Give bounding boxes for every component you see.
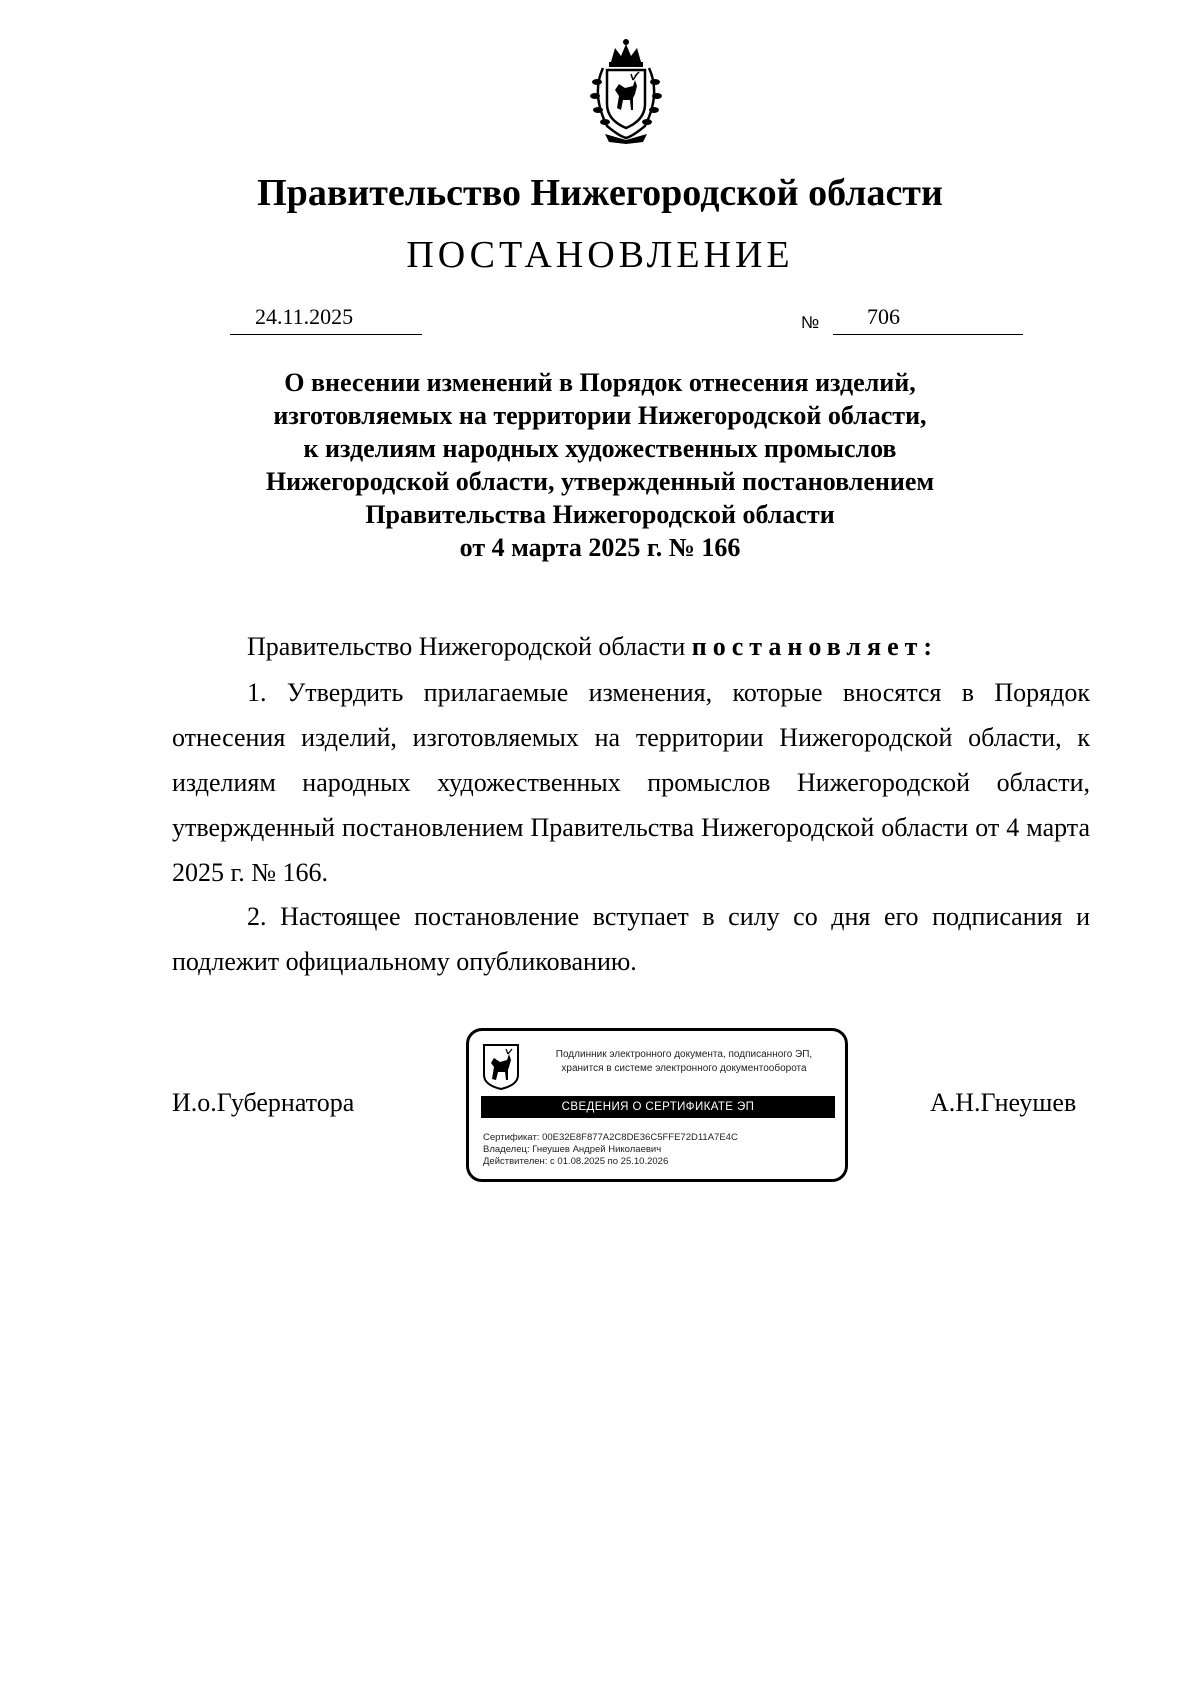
signer-position: И.о.Губернатора — [172, 1088, 355, 1117]
stamp-note-line: Подлинник электронного документа, подписанного ЭП, — [555, 1049, 813, 1060]
number-field — [833, 304, 1023, 335]
decree-keyword: постановляет: — [691, 632, 939, 661]
stamp-note — [539, 1048, 829, 1076]
organization-title: Правительство Нижегородской области — [257, 172, 943, 214]
deer-emblem-icon — [482, 1043, 520, 1091]
subject-line: от 4 марта 2025 г. № 166 — [459, 533, 741, 562]
certificate-validity: Действителен: с 01.08.2025 по 25.10.2026 — [483, 1156, 669, 1167]
subject-line: изготовляемых на территории Нижегородской области, — [273, 401, 927, 430]
subject-line: Нижегородской области, утвержденный постановлением — [265, 467, 935, 496]
subject-line: Правительства Нижегородской области — [365, 500, 835, 529]
decree-item-2: 2. Настоящее постановление вступает в силу со дня его подписания и подлежит официальному опубликованию. — [172, 902, 1090, 976]
subject-line: О внесении изменений в Порядок отнесения изделий, — [284, 368, 916, 397]
document-subject — [150, 366, 1050, 564]
electronic-signature-stamp — [466, 1028, 848, 1182]
document-type: ПОСТАНОВЛЕНИЕ — [406, 234, 794, 276]
subject-line: к изделиям народных художественных промыслов — [303, 434, 897, 463]
certificate-owner: Владелец: Гнеушев Андрей Николаевич — [483, 1144, 662, 1155]
stamp-certificate-header: СВЕДЕНИЯ О СЕРТИФИКАТЕ ЭП — [481, 1096, 835, 1118]
decree-item-1: 1. Утвердить прилагаемые изменения, которые вносятся в Порядок отнесения изделий, изготовляемых на территории Нижегородской области, к изделиям народных художественных промыслов Нижегородской области, утвержденный постановлением Правительства Нижегородской области от 4 марта 2025 г. № 166. — [172, 678, 1090, 887]
stamp-note-line: хранится в системе электронного документооборота — [561, 1063, 807, 1074]
number-sign: № — [801, 313, 820, 332]
certificate-id: Сертификат: 00E32E8F877A2C8DE36C5FFE72D11A7E4C — [483, 1132, 738, 1143]
document-date: 24.11.2025 — [255, 304, 354, 329]
document-number: 706 — [867, 304, 900, 329]
intro-text: Правительство Нижегородской области — [247, 632, 692, 661]
signer-name: А.Н.Гнеушев — [930, 1088, 1077, 1117]
date-field — [230, 304, 422, 335]
decree-intro — [172, 624, 1090, 669]
coat-of-arms-icon — [575, 38, 677, 144]
